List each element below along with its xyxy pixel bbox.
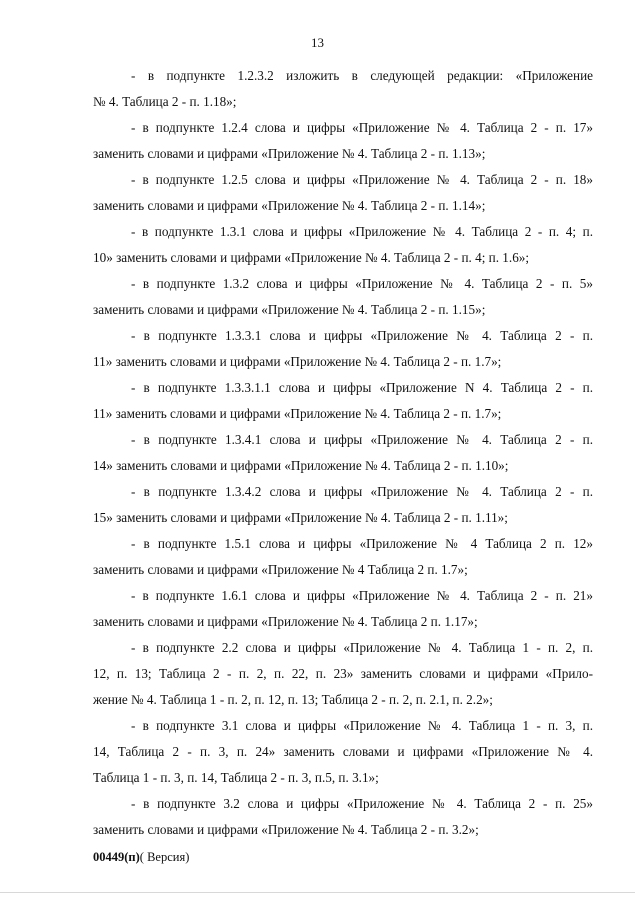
bottom-rule — [0, 892, 635, 893]
list-item — [93, 713, 593, 791]
paragraph-line: заменить словами и цифрами «Приложение № 4. Таблица 2 - п. 3.2»; — [93, 822, 479, 837]
paragraph-line: 14, Таблица 2 - п. 3, п. 24» заменить словами и цифрами «Приложение № 4. — [93, 744, 593, 759]
list-item — [93, 115, 593, 167]
list-item — [93, 167, 593, 219]
paragraph-line: 12, п. 13; Таблица 2 - п. 2, п. 22, п. 23» заменить словами и цифрами «Прило- — [93, 666, 593, 681]
paragraph-line: 15» заменить словами и цифрами «Приложение № 4. Таблица 2 - п. 1.11»; — [93, 510, 508, 525]
paragraph-line: заменить словами и цифрами «Приложение № 4. Таблица 2 - п. 1.13»; — [93, 146, 486, 161]
list-item — [93, 375, 593, 427]
paragraph-line: - в подпункте 3.1 слова и цифры «Приложение № 4. Таблица 1 - п. 3, п. — [131, 718, 593, 733]
paragraph-line: - в подпункте 1.3.1 слова и цифры «Приложение № 4. Таблица 2 - п. 4; п. — [131, 224, 593, 239]
paragraph-line: - в подпункте 1.2.4 слова и цифры «Приложение № 4. Таблица 2 - п. 17» — [131, 120, 593, 135]
paragraph-line: - в подпункте 2.2 слова и цифры «Приложение № 4. Таблица 1 - п. 2, п. — [131, 640, 593, 655]
paragraph-line: - в подпункте 1.3.4.2 слова и цифры «Приложение № 4. Таблица 2 - п. — [131, 484, 593, 499]
document-body — [93, 63, 593, 843]
paragraph-line: заменить словами и цифрами «Приложение № 4. Таблица 2 - п. 1.14»; — [93, 198, 486, 213]
footer — [93, 850, 189, 865]
paragraph-line: - в подпункте 1.5.1 слова и цифры «Приложение № 4 Таблица 2 п. 12» — [131, 536, 593, 551]
paragraph-line: - в подпункте 1.3.3.1 слова и цифры «Приложение № 4. Таблица 2 - п. — [131, 328, 593, 343]
paragraph-line: 11» заменить словами и цифрами «Приложение № 4. Таблица 2 - п. 1.7»; — [93, 354, 502, 369]
paragraph-line: - в подпункте 1.2.3.2 изложить в следующей редакции: «Приложение — [131, 68, 593, 83]
paragraph-line: заменить словами и цифрами «Приложение № 4. Таблица 2 п. 1.17»; — [93, 614, 478, 629]
list-item — [93, 427, 593, 479]
list-item — [93, 479, 593, 531]
footer-document-code: 00449(п) — [93, 850, 140, 864]
footer-version: ( Версия) — [139, 850, 190, 864]
paragraph-line: - в подпункте 1.6.1 слова и цифры «Приложение № 4. Таблица 2 - п. 21» — [131, 588, 593, 603]
paragraph-line: Таблица 1 - п. 3, п. 14, Таблица 2 - п. 3, п.5, п. 3.1»; — [93, 770, 379, 785]
paragraph-line: 14» заменить словами и цифрами «Приложение № 4. Таблица 2 - п. 1.10»; — [93, 458, 509, 473]
paragraph-line: - в подпункте 1.3.2 слова и цифры «Приложение № 4. Таблица 2 - п. 5» — [131, 276, 593, 291]
paragraph-line: № 4. Таблица 2 - п. 1.18»; — [93, 94, 237, 109]
list-item — [93, 635, 593, 713]
paragraph-line: 10» заменить словами и цифрами «Приложение № 4. Таблица 2 - п. 4; п. 1.6»; — [93, 250, 530, 265]
list-item — [93, 63, 593, 115]
paragraph-line: - в подпункте 3.2 слова и цифры «Приложение № 4. Таблица 2 - п. 25» — [131, 796, 593, 811]
list-item — [93, 791, 593, 843]
paragraph-line: заменить словами и цифрами «Приложение № 4. Таблица 2 - п. 1.15»; — [93, 302, 486, 317]
list-item — [93, 531, 593, 583]
page-number: 13 — [311, 35, 324, 50]
paragraph-line: - в подпункте 1.2.5 слова и цифры «Приложение № 4. Таблица 2 - п. 18» — [131, 172, 593, 187]
paragraph-line: жение № 4. Таблица 1 - п. 2, п. 12, п. 13; Таблица 2 - п. 2, п. 2.1, п. 2.2»; — [93, 692, 493, 707]
list-item — [93, 271, 593, 323]
list-item — [93, 323, 593, 375]
paragraph-line: 11» заменить словами и цифрами «Приложение № 4. Таблица 2 - п. 1.7»; — [93, 406, 502, 421]
list-item — [93, 219, 593, 271]
paragraph-line: - в подпункте 1.3.4.1 слова и цифры «Приложение № 4. Таблица 2 - п. — [131, 432, 593, 447]
list-item — [93, 583, 593, 635]
paragraph-line: заменить словами и цифрами «Приложение № 4 Таблица 2 п. 1.7»; — [93, 562, 468, 577]
paragraph-line: - в подпункте 1.3.3.1.1 слова и цифры «Приложение N 4. Таблица 2 - п. — [131, 380, 593, 395]
